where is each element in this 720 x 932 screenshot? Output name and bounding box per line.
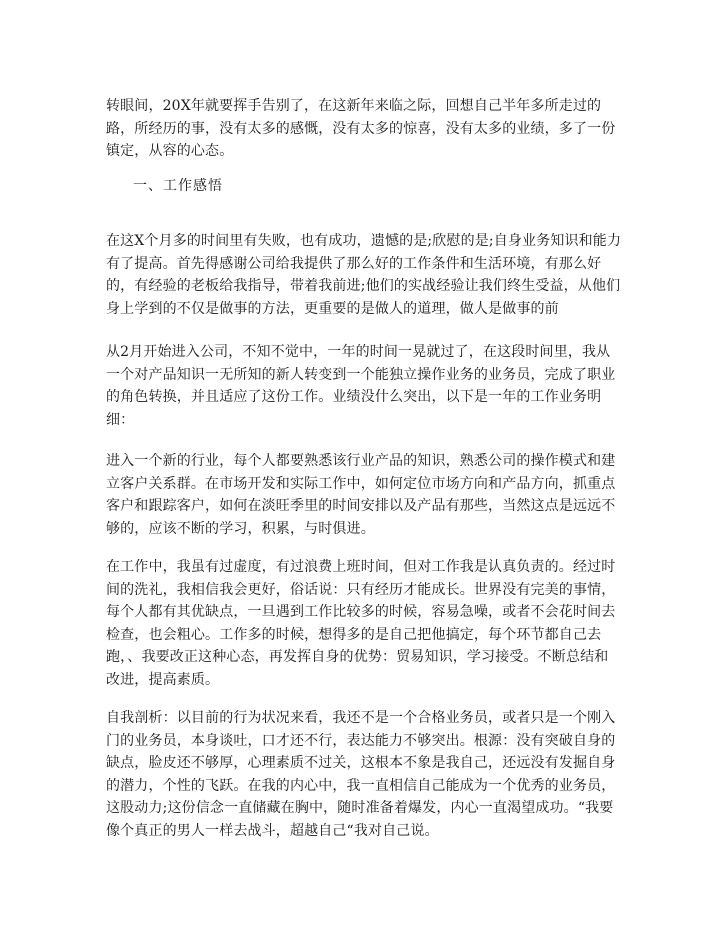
- paragraph-gains: 在这X个月多的时间里有失败，也有成功，遗憾的是;欣慰的是;自身业务知识和能力有了提高。首先得感谢公司给我提供了那么好的工作条件和生活环境，有那么好的，有经验的老板给我指导，带着我前进;他们的实战经验让我们终生受益，从他们身上学到的不仅是做事的方法，更重要的是做人的道理，做人是做事的前: [106, 233, 622, 317]
- paragraph-joining: 从2月开始进入公司，不知不觉中，一年的时间一晃就过了，在这段时间里，我从一个对产品知识一无所知的新人转变到一个能独立操作业务的业务员，完成了职业的角色转换，并且适应了这份工作。业绩没什么突出，以下是一年的工作业务明细：: [106, 344, 616, 428]
- paragraph-work-attitude: 在工作中，我虽有过虚度，有过浪费上班时间，但对工作我是认真负责的。经过时间的洗礼，我相信我会更好，俗话说：只有经历才能成长。世界没有完美的事情，每个人都有其优缺点，一旦遇到工作比较多的时候，容易急噪，或者不会花时间去检查，也会粗心。工作多的时候，想得多的是自己把他搞定，每个环节都自己去跑，、我要改正这种心态，再发挥自身的优势：贸易知识，学习接受。不断总结和改进，提高素质。: [106, 559, 616, 688]
- paragraph-intro: 转眼间，20X年就要挥手告别了，在这新年来临之际，回想自己半年多所走过的路，所经历的事，没有太多的感慨，没有太多的惊喜，没有太多的业绩，多了一份镇定，从容的心态。: [106, 98, 616, 159]
- section-heading-work-insights: 一、工作感悟: [133, 178, 223, 194]
- paragraph-self-analysis: 自我剖析：以目前的行为状况来看，我还不是一个合格业务员，或者只是一个刚入门的业务员，本身谈吐，口才还不行，表达能力不够突出。根源：没有突破自身的缺点，脸皮还不够厚，心理素质不过关，这根本不象是我自己，还远没有发掘自身的潜力，个性的飞跃。在我的内心中，我一直相信自己能成为一个优秀的业务员，这股动力;这份信念一直储藏在胸中，随时准备着爆发，内心一直渴望成功。“我要像个真正的男人一样去战斗，超越自己“我对自己说。: [106, 710, 616, 839]
- paragraph-new-industry: 进入一个新的行业，每个人都要熟悉该行业产品的知识，熟悉公司的操作模式和建立客户关系群。在市场开发和实际工作中，如何定位市场方向和产品方向，抓重点客户和跟踪客户，如何在淡旺季里的时间安排以及产品有那些，当然这点是远远不够的，应该不断的学习，积累，与时俱进。: [106, 453, 616, 537]
